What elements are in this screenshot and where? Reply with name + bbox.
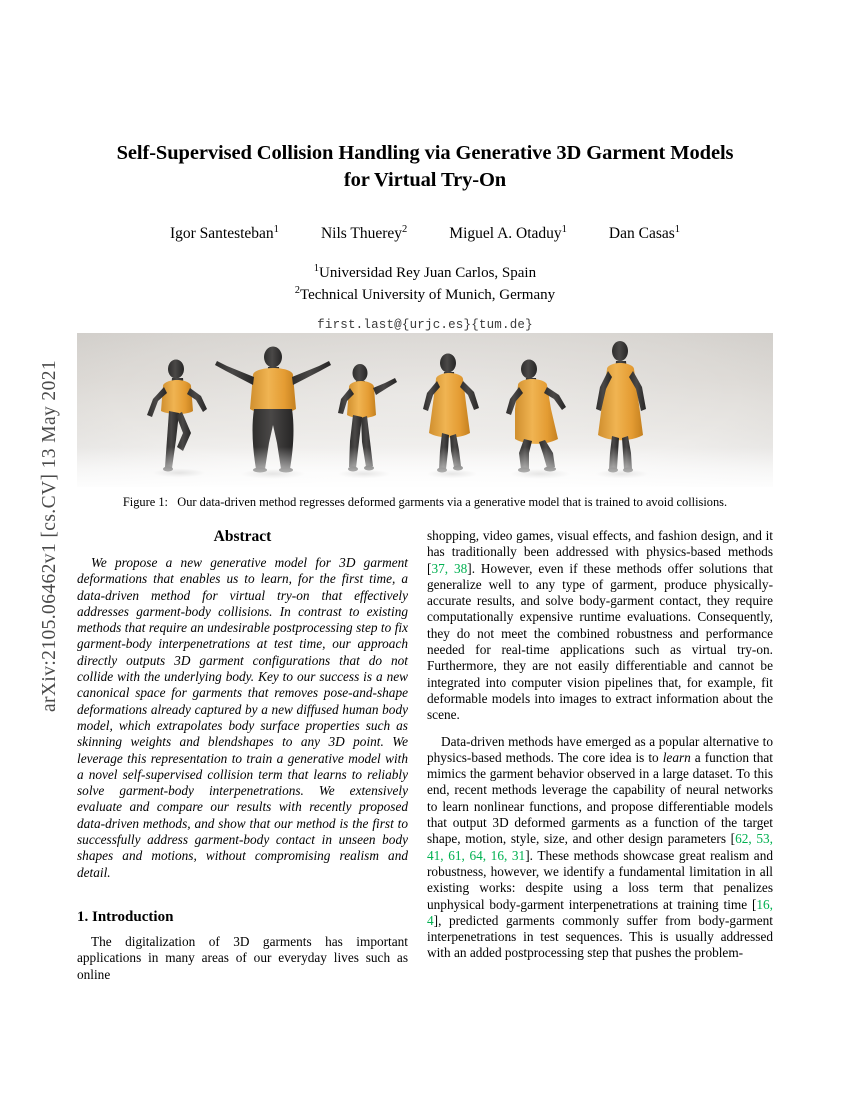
figure-caption-text: Our data-driven method regresses deformed garments via a generative model that is trained to avoid collisions. [177,495,728,509]
page-content [77,0,773,1100]
author-entry [170,224,279,244]
right-para1-part2: ]. However, even if these methods offer solutions that generalize well to any type of garment, produce physically-accurate results, and solve body-garment contact, they require computationally expensive runtime evaluations. Consequently, they do not meet the combined robustness and performance needed for real-time applications such as virtual try-on. Furthermore, they are not easily differentiable and cannot be integrated into computer vision pipelines that, for example, fit deformable models into images to extract information about the scene. [427,560,773,723]
author-affiliation-mark: 1 [561,223,567,235]
affiliation-text: Universidad Rey Juan Carlos, Spain [319,265,537,281]
paper-title-line-2: for Virtual Try-On [343,169,507,191]
introduction-paragraph: The digitalization of 3D garments has important applications in many areas of our everyday lives such as online [77,933,408,982]
affiliation-mark: 2 [294,284,300,296]
author-entry [609,224,680,244]
affiliation-entry [77,285,773,307]
author-affiliation-mark: 2 [402,223,408,235]
right-para2-emphasis: learn [662,749,691,765]
affiliation-list [77,263,773,306]
author-entry [449,224,567,244]
author-name: Dan Casas [608,225,675,242]
abstract-text: We propose a new generative model for 3D garment deformations that enables us to learn, for the first time, a data-driven method for virtual try-on that effectively addresses garment-body collisions. In contrast to existing methods that require an undesirable postprocessing step to fix garment-body interpenetrations at test time, our approach directly outputs 3D garment configurations that do not collide with the underlying body. Key to our success is a new canonical space for garments that removes pose-and-shape deformations already captured by a new diffused human body model, which extrapolates body surface properties such as skinning weights and blendshapes to any 3D point. We leverage this representation to train a generative model with a novel self-supervised collision term that learns to reliably solve garment-body interpenetrations. We extensively evaluate and compare our results with recently proposed data-driven methods, and show that our method is the first to successfully address garment-body contact in unseen body shapes and motions, without compromising realism and detail. [77,555,408,880]
right-para2-part3: ]. These methods showcase great realism and robustness, however, we identify a fundamental limitation in all existing works: despite using a loss term that penalizes unphysical body-garment interpenetrations at training time [ [427,847,774,912]
column-right [427,528,773,962]
author-affiliation-mark: 1 [674,223,681,235]
right-paragraph-2 [427,734,773,962]
citation-group: 37, 38 [431,560,468,576]
author-name: Nils Thuerey [320,225,403,242]
right-para2-part4: ], predicted garments commonly suffer from body-garment interpenetrations in test sequences. This is usually addressed with an added postprocessing step that pushes the problem- [427,912,773,961]
author-list [77,224,773,244]
figure-floor-fade [77,447,773,487]
citation-group: 16, 4 [427,896,773,928]
paragraph-spacer [427,724,773,734]
author-entry [321,224,407,244]
figure-caption-label: Figure 1: [122,495,168,509]
affiliation-mark: 1 [313,263,320,274]
citation-group: 62, 53, 41, 61, 64, 16, 31 [427,831,773,863]
section-spacer [77,881,408,909]
title-block [77,140,773,332]
right-para1-part1: shopping, video games, visual effects, and fashion design, and it has traditionally been addressed with physics-based methods [ [427,528,773,576]
right-para2-part1: Data-driven methods have emerged as a popular alternative to physics-based methods. The core idea is to [427,733,773,765]
paper-title-line-1: Self-Supervised Collision Handling via Generative 3D Garment Models [116,142,734,164]
figure-caption [77,494,773,510]
arxiv-stamp-text: arXiv:2105.06462v1 [cs.CV] 13 May 2021 [39,359,60,713]
right-para2-part2: a function that mimics the garment behavior observed in a large dataset. To this end, recent methods leverage the capability of neural networks to learn nonlinear functions, and propose differentiable models that output 3D deformed garments as a function of the target shape, motion, style, size, and other design parameters [ [427,749,773,847]
author-affiliation-mark: 1 [273,223,279,235]
arxiv-stamp [0,0,70,1100]
affiliation-text: Technical University of Munich, Germany [299,286,556,303]
right-paragraph-1 [427,528,773,724]
page-title [77,140,773,194]
author-name: Igor Santesteban [169,225,274,242]
teaser-figure [77,333,773,487]
affiliation-entry [77,263,773,285]
introduction-heading: 1. Introduction [77,908,174,925]
abstract-heading: Abstract [213,528,272,545]
contact-email: first.last@{urjc.es}{tum.de} [317,318,533,332]
author-name: Miguel A. Otaduy [449,225,562,242]
column-left [77,528,408,983]
